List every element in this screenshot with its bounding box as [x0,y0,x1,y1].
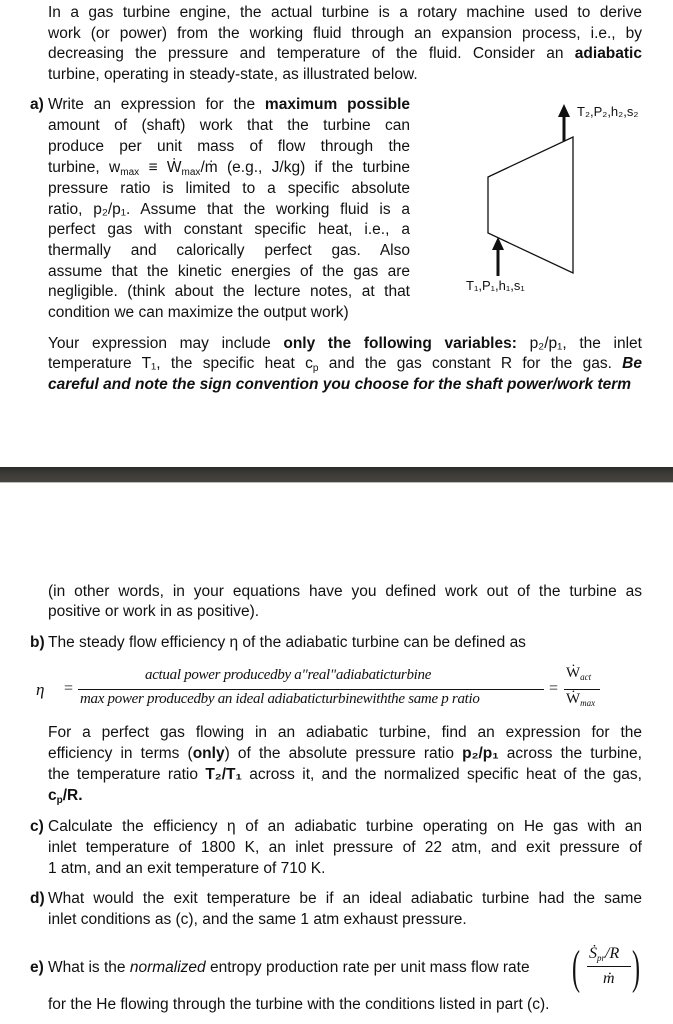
intro-line [48,24,642,44]
text-segment: adiabatic [574,45,642,62]
text-segment: entropy production rate per unit mass flow rate [205,959,530,976]
part-a-line [48,303,410,323]
text-segment: condition we can maximize the output work) [48,304,349,321]
part-c-line [48,859,642,879]
page-separator-bar [0,467,673,483]
part-a-line [48,241,410,261]
text-segment: amount of (shaft) work that the turbine can [48,117,410,134]
part-a-line [48,95,410,115]
text-segment: Calculate the efficiency η of an adiabatic turbine operating on He gas with an [48,818,642,835]
intro-line [48,44,642,64]
text-segment: 1 atm, and an exit temperature of 710 K. [48,860,326,877]
text-segment: Be [622,355,642,372]
text-segment: inlet temperature of 1800 K, an inlet pressure of 22 atm, and exit pressure of [48,839,642,856]
turbine-trapezoid [488,137,573,273]
text-segment: and the gas constant R for the gas. [318,355,623,372]
text-segment: turbine, w [48,159,121,176]
formula-denominator: max power producedby an ideal adiabaticturbinewiththe same p ratio [80,691,480,707]
text-segment: positive or work in as positive). [48,603,260,620]
part-b-line [48,723,642,743]
text-segment: In a gas turbine engine, the actual turbine is a rotary machine used to derive [48,4,642,21]
w-act [566,665,591,682]
part-e-line [48,995,642,1015]
text-segment: across it, and the normalized specific heat of the gas, [241,766,642,783]
part-b-label: b) [30,634,45,651]
part-c-label: c) [30,818,44,835]
text-segment: What is the [48,959,130,976]
m-dot: ṁ [603,970,615,987]
part-e-label: e) [30,959,44,976]
text-segment: /ṁ (e.g., J/kg) if the turbine [200,159,410,176]
s-dot: Ṡ [589,945,597,962]
text-segment: p₂/p₁ [462,745,499,762]
over-r: /R [605,945,620,962]
part-a-line [48,137,410,157]
formula-numerator: actual power producedby a"real"adiabaticturbine [145,667,432,683]
part-a-line [48,200,410,220]
text-segment: ≡ Ẇ [139,159,182,176]
text-segment: only [192,745,225,762]
equals-sign: = [64,680,74,697]
part-a-line [48,282,410,302]
continuation-line [48,582,642,602]
text-segment: perfect gas with constant specific heat, i.e., a [48,221,410,238]
right-paren: ) [632,941,640,994]
part-c-line [48,817,642,837]
text-segment: (in other words, in your equations have you defined work out of the turbine as [48,583,642,600]
text-segment: careful and note the sign convention you choose for the shaft power/work term [48,376,632,393]
part-b-line [48,744,642,764]
part-a-line [48,179,410,199]
inlet-state-label: T₁,P₁,h₁,s₁ [466,278,525,293]
text-segment: assume that the kinetic energies of the gas are [48,263,410,280]
text-segment: Your expression may include [48,335,284,352]
text-segment: produce per unit mass of flow through the [48,138,410,155]
text-segment: Write an expression for the [48,96,265,113]
fraction-bar-2 [564,689,600,690]
act-subscript: act [580,672,592,682]
part-a-line [48,220,410,240]
left-paren: ( [572,941,580,994]
part-b-line [48,633,642,653]
eta-symbol: η [36,680,45,699]
continuation-line [48,602,642,622]
text-segment: ) of the absolute pressure ratio [224,745,463,762]
part-d-label: d) [30,890,45,907]
part-a-note-line [48,375,642,395]
outlet-state-label: T₂,P₂,h₂,s₂ [577,104,639,119]
text-segment: work (or power) from the working fluid through an expansion process, i.e., by [48,25,642,42]
text-segment: efficiency in terms ( [48,745,193,762]
text-segment: maximum possible [264,96,410,113]
text-segment: /R. [62,787,83,804]
text-segment: c [48,787,57,804]
equals-sign-2: = [549,680,559,697]
text-segment: T₂/T₁ [205,766,242,783]
w-dot: Ẇ [566,665,581,681]
text-segment: for the He flowing through the turbine with the conditions listed in part (c). [48,996,550,1013]
inlet-arrow-icon [492,237,504,276]
text-segment: thermally and calorically perfect gas. Also [48,242,410,259]
intro-line [48,3,642,23]
part-e-line [48,958,642,978]
pr-subscript: pr [597,953,606,963]
text-segment: pressure ratio is limited to a specific absolute [48,180,410,197]
fraction-bar [78,689,544,690]
w-dot: Ẇ [566,691,581,707]
text-segment: negligible. (think about the lecture notes, at that [48,283,410,300]
text-segment: only the following variables: [283,335,517,352]
text-segment: ratio, p₂/p₁. Assume that the working fluid is a [48,201,410,218]
text-segment: For a perfect gas flowing in an adiabatic turbine, find an expression for the [48,724,642,741]
text-segment: decreasing the pressure and temperature of the fluid. Consider an [48,45,575,62]
part-a-line [48,116,410,136]
text-segment: The steady flow efficiency η of the adiabatic turbine can be defined as [48,634,526,651]
text-segment: p₂/p₁, the inlet [516,335,642,352]
text-segment: the temperature ratio [48,766,206,783]
text-segment: temperature T₁, the specific heat c [48,355,313,372]
intro-line [48,65,642,85]
w-max [566,691,595,708]
text-segment: p [312,363,319,374]
part-c-line [48,838,642,858]
part-a-note-line [48,354,642,374]
text-segment: What would the exit temperature be if an ideal adiabatic turbine had the same [48,890,642,907]
text-segment: max [120,167,140,178]
part-a-line [48,262,410,282]
part-d-line [48,910,642,930]
part-a-label: a) [30,96,44,113]
part-a-note-line [48,334,642,354]
text-segment: across the turbine, [498,745,642,762]
text-segment: inlet conditions as (c), and the same 1 atm exhaust pressure. [48,911,467,928]
part-b-line [48,765,642,785]
part-d-line [48,889,642,909]
text-segment: turbine, operating in steady-state, as illustrated below. [48,66,418,83]
part-a-line [48,158,410,178]
text-segment: p [56,795,63,806]
max-subscript: max [580,698,596,708]
text-segment: normalized [129,959,206,976]
text-segment: max [181,167,201,178]
outlet-arrow-icon [558,104,570,141]
part-b-line [48,786,642,806]
